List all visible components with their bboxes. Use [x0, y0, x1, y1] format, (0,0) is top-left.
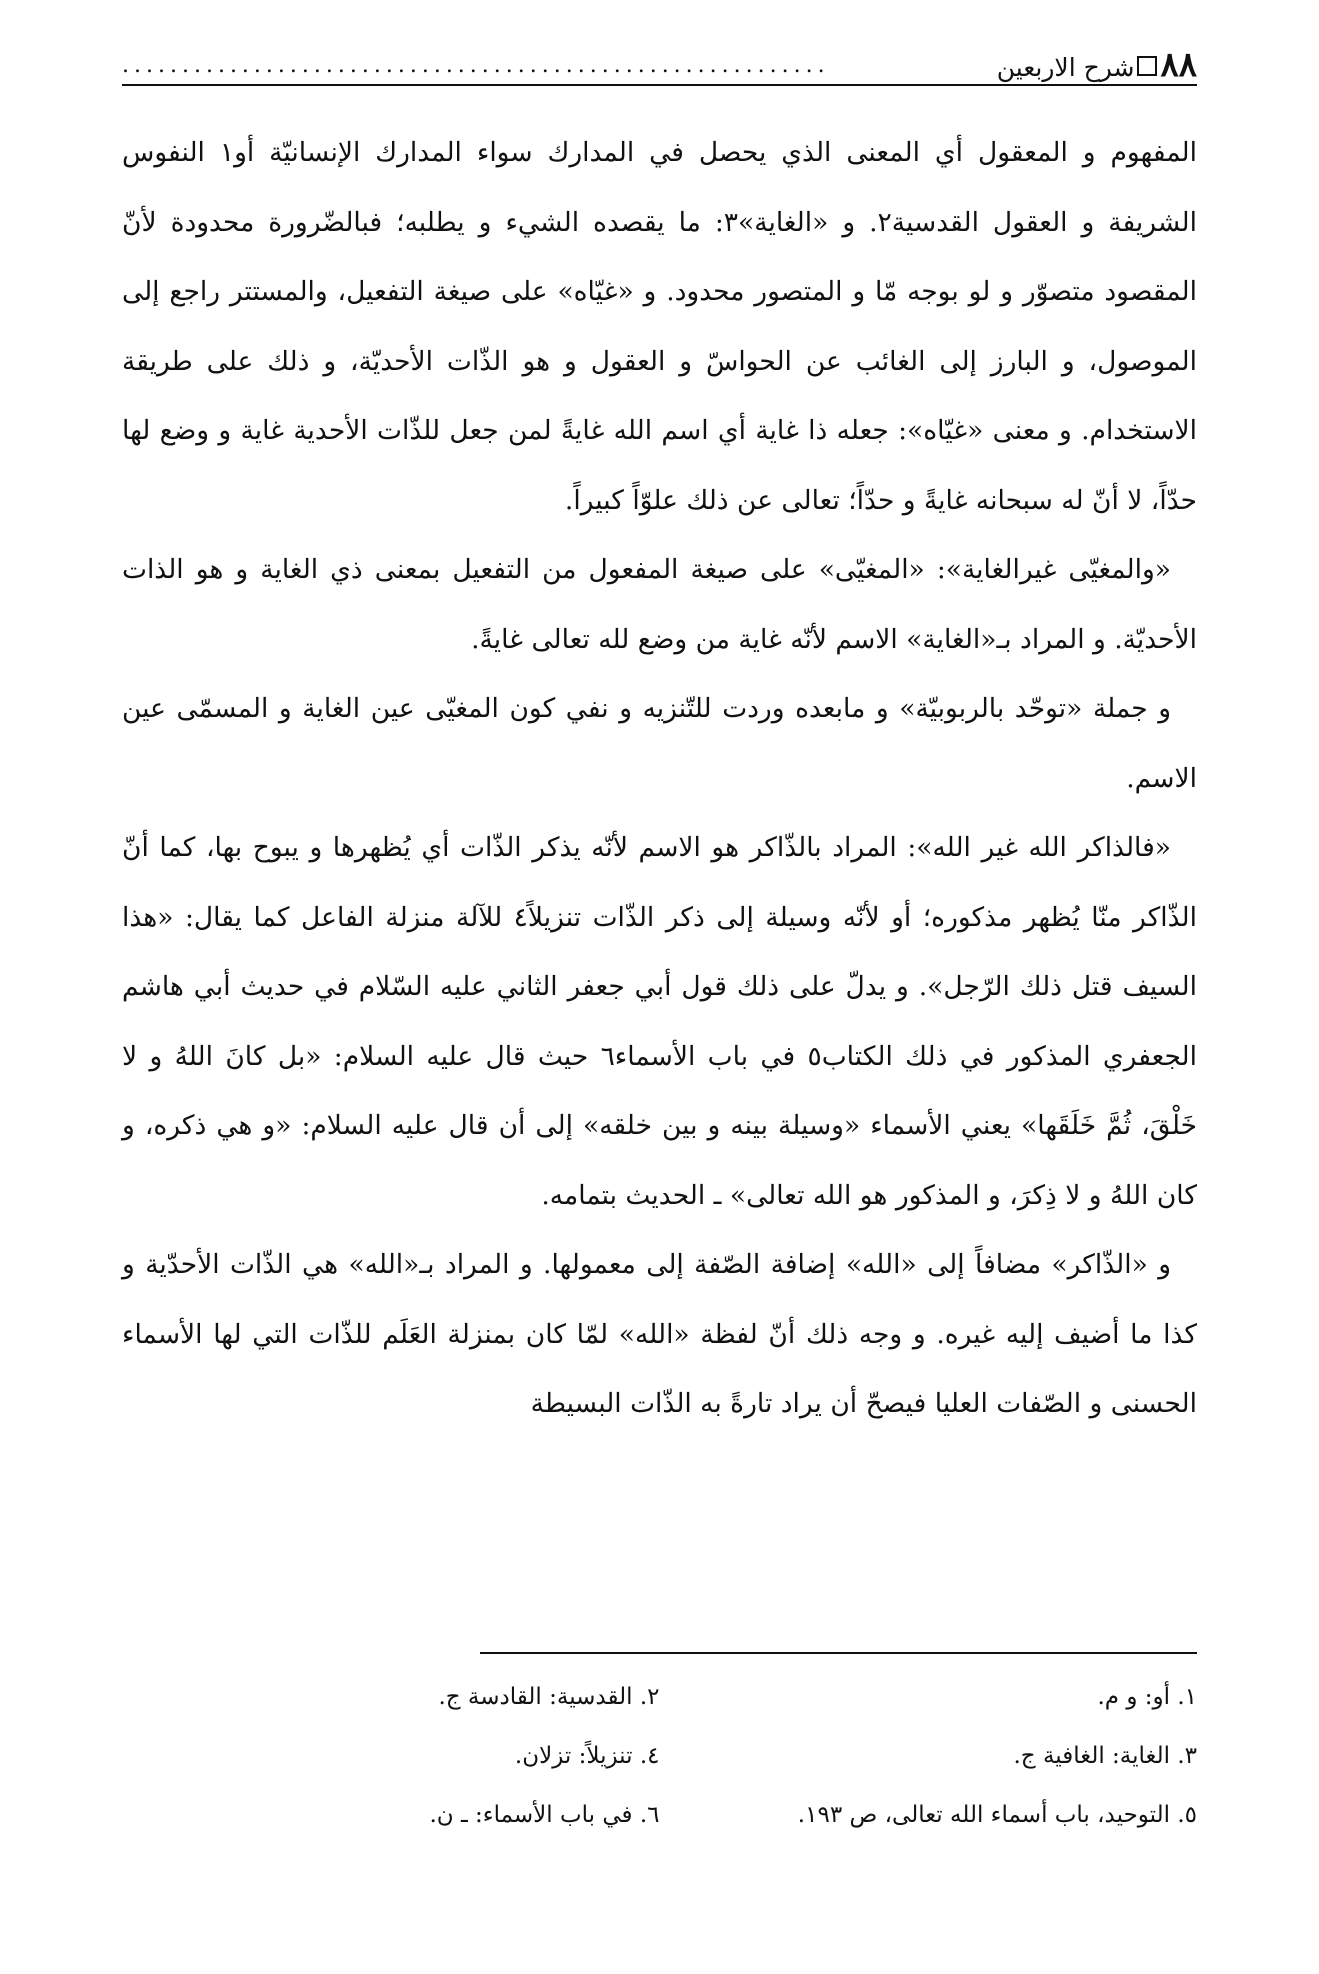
- footnote-row: [122, 1786, 1197, 1845]
- footnote-6: ٦. في باب الأسماء: ـ ن.: [429, 1802, 660, 1828]
- footnote-4: ٤. تنزيلاً: تزلان.: [514, 1743, 660, 1769]
- header-dot-leader: ...........................................................: [122, 53, 830, 78]
- footnote-2: ٢. القدسية: القادسة ج.: [438, 1684, 660, 1710]
- header-square-ornament: [1137, 56, 1157, 76]
- paragraph-5: و «الذّاكر» مضافاً إلى «الله» إضافة الصّفة إلى معمولها. و المراد بـ«الله» هي الذّات الأحدّية و كذا ما أضيف إليه غيره. و وجه ذلك أنّ لفظة «الله» لمّا كان بمنزلة العَلَم للذّات التي لها الأسماء الحسنى و الصّفات العليا فيصحّ أن يراد تارةً به الذّات البسيطة: [122, 1249, 1197, 1419]
- book-title: شرح الاربعين: [996, 53, 1135, 82]
- page-number: ٨٨: [1160, 45, 1197, 85]
- paragraph-1: المفهوم و المعقول أي المعنى الذي يحصل في المدارك سواء المدارك الإنسانيّة أو١ النفوس الشريفة و العقول القدسية٢. و «الغاية»٣: ما يقصده الشيء و يطلبه؛ فبالضّرورة محدودة لأنّ المقصود متصوّر و لو بوجه مّا و المتصور محدود. و «غيّاه» على صيغة التفعيل، والمستتر راجع إلى الموصول، و البارز إلى الغائب عن الحواسّ و العقول و هو الذّات الأحديّة، و ذلك على طريقة الاستخدام. و معنى «غيّاه»: جعله ذا غاية أي اسم الله غايةً لمن جعل للذّات الأحدية غاية و وضع لها حدّاً، لا أنّ له سبحانه غايةً و حدّاً؛ تعالى عن ذلك علوّاً كبيراً.: [122, 137, 1197, 516]
- running-header: [122, 30, 1197, 85]
- footnote-row: [122, 1668, 1197, 1727]
- footnote-rule: [480, 1652, 1197, 1654]
- paragraph-2: «والمغيّى غيرالغاية»: «المغيّى» على صيغة المفعول من التفعيل بمعنى ذي الغاية و هو الذات الأحديّة. و المراد بـ«الغاية» الاسم لأنّه غاية من وضع لله تعالى غايةً.: [122, 554, 1197, 655]
- paragraph-4: «فالذاكر الله غير الله»: المراد بالذّاكر هو الاسم لأنّه يذكر الذّات أي يُظهرها و يبوح بها، كما أنّ الذّاكر منّا يُظهر مذكوره؛ أو لأنّه وسيلة إلى ذكر الذّات تنزيلاً٤ للآلة منزلة الفاعل كما يقال: «هذا السيف قتل ذلك الرّجل». و يدلّ على ذلك قول أبي جعفر الثاني عليه السّلام في حديث أبي هاشم الجعفري المذكور في ذلك الكتاب٥ في باب الأسماء٦ حيث قال عليه السلام: «بل كانَ اللهُ و لا خَلْقَ، ثُمَّ خَلَقَها» يعني الأسماء «وسيلة بينه و بين خلقه» إلى أن قال عليه السلام: «و هي ذكره، و كان اللهُ و لا ذِكرَ، و المذكور هو الله تعالى» ـ الحديث بتمامه.: [122, 832, 1197, 1211]
- paragraph-3: و جملة «توحّد بالربوبيّة» و مابعده وردت للتّنزيه و نفي كون المغيّى عين الغاية و المسمّى عين الاسم.: [122, 693, 1197, 794]
- footnote-5: ٥. التوحيد، باب أسماء الله تعالى، ص ١٩٣.: [797, 1802, 1197, 1828]
- header-rule: [122, 84, 1197, 86]
- body-text: [122, 118, 1197, 1439]
- footnotes: [122, 1668, 1197, 1845]
- footnote-1: ١. أو: و م.: [1097, 1684, 1197, 1710]
- footnote-row: [122, 1727, 1197, 1786]
- footnote-3: ٣. الغاية: الغافية ج.: [1013, 1743, 1197, 1769]
